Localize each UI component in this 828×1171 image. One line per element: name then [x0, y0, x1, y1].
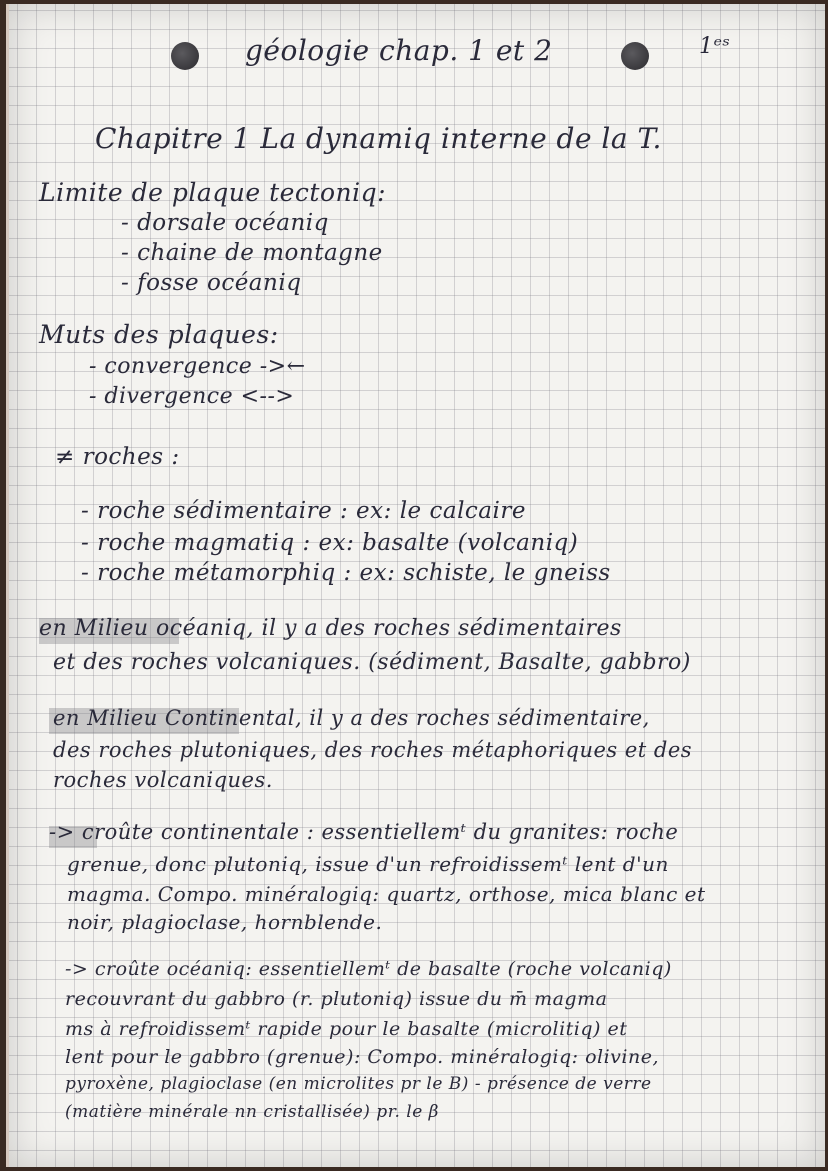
oceanic-crust-line: -> croûte océaniq: essentiellemᵗ de basalte (roche volcaniq)	[65, 958, 672, 980]
continent-paragraph-line: roches volcaniques.	[53, 768, 273, 792]
continental-crust-line: grenue, donc plutoniq, issue d'un refroidissemᵗ lent d'un	[67, 852, 669, 876]
page-title: géologie chap. 1 et 2	[245, 34, 553, 67]
rocks-heading: ≠ roches :	[55, 444, 180, 470]
ocean-paragraph-line: en Milieu océaniq, il y a des roches sédimentaires	[39, 616, 622, 641]
rocks-item: - roche magmatiq : ex: basalte (volcaniq)	[81, 530, 579, 556]
oceanic-crust-line: lent pour le gabbro (grenue): Compo. minéralogiq: olivine,	[65, 1046, 660, 1068]
binder-hole-left	[171, 42, 199, 70]
oceanic-crust-line: pyroxène, plagioclase (en microlites pr le B) - présence de verre	[65, 1074, 652, 1094]
oceanic-crust-line: recouvrant du gabbro (r. plutoniq) issue du m̄ magma	[65, 988, 608, 1010]
movements-item: - convergence ->←	[89, 354, 306, 379]
oceanic-crust-line: (matière minérale nn cristallisée) pr. le β	[65, 1102, 439, 1122]
chapter-title: Chapitre 1 La dynamiq interne de la T.	[95, 122, 662, 155]
ocean-paragraph-line: et des roches volcaniques. (sédiment, Basalte, gabbro)	[53, 650, 691, 675]
notebook-page	[6, 4, 825, 1167]
class-level: 1ᵉˢ	[699, 34, 731, 59]
limits-heading: Limite de plaque tectoniq:	[39, 178, 387, 207]
continent-paragraph-line: en Milieu Continental, il y a des roches sédimentaire,	[53, 706, 650, 730]
binder-hole-right	[621, 42, 649, 70]
movements-heading: Muts des plaques:	[39, 320, 279, 349]
continental-crust-line: noir, plagioclase, hornblende.	[67, 910, 383, 934]
rocks-item: - roche métamorphiq : ex: schiste, le gneiss	[81, 560, 611, 586]
continental-crust-line: -> croûte continentale : essentiellemᵗ du granites: roche	[49, 820, 679, 844]
continent-paragraph-line: des roches plutoniques, des roches métaphoriques et des	[53, 738, 693, 762]
continental-crust-line: magma. Compo. minéralogiq: quartz, orthose, mica blanc et	[67, 882, 706, 906]
limits-item: - chaine de montagne	[121, 240, 383, 266]
limits-item: - dorsale océaniq	[121, 210, 329, 236]
limits-item: - fosse océaniq	[121, 270, 302, 296]
oceanic-crust-line: ms à refroidissemᵗ rapide pour le basalte (microlitiq) et	[65, 1018, 628, 1040]
rocks-item: - roche sédimentaire : ex: le calcaire	[81, 498, 526, 524]
movements-item: - divergence <-->	[89, 384, 295, 409]
